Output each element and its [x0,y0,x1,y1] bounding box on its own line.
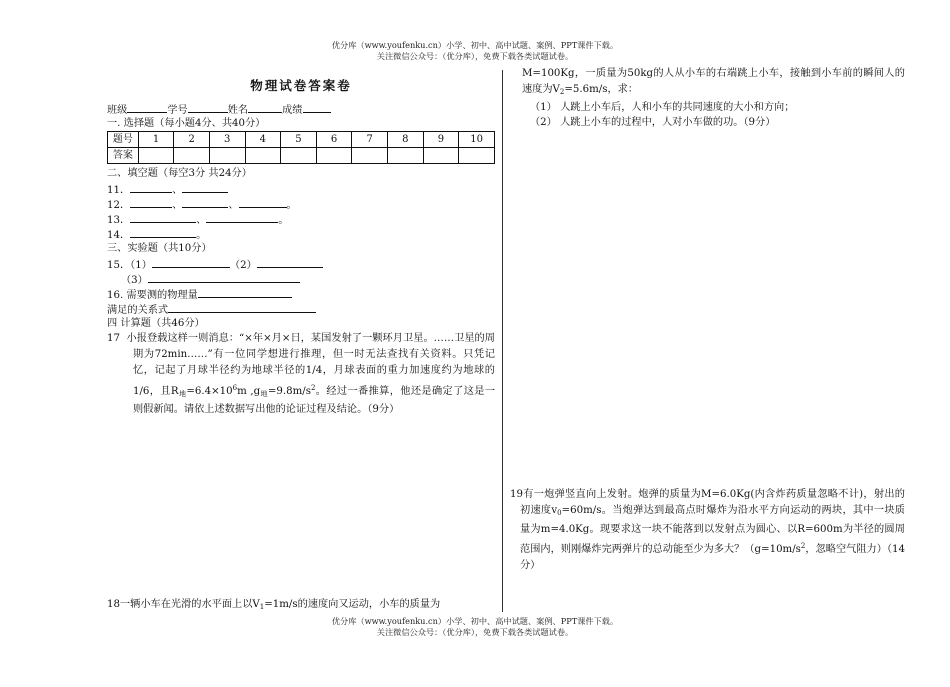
q11-blank-2[interactable] [182,181,228,193]
answer-cell-8[interactable] [387,148,423,164]
footer-line-1: 优分库（www.youfenku.cn）小学、初中、高中试题、案例、PPT课件下载。 [331,616,619,626]
q11-number: 11． [107,185,131,196]
q19-sup: 2 [800,541,806,550]
q15-blank-3[interactable] [148,271,300,283]
q19-text-c: ，忽略空气阻力）（14分） [520,543,905,572]
q19-paragraph [510,487,905,574]
q18-text-a: 18一辆小车在光滑的水平面上以V [107,599,260,610]
q13-blank-1[interactable] [130,211,196,223]
question-15-part-3 [107,271,495,286]
header-line-2: 关注微信公众号：（优分库），免费下载各类试题试卷。 [376,51,574,61]
q17-sup-1: 6 [232,383,238,392]
q17-sub-1: 地 [178,389,187,398]
answer-cell-1[interactable] [138,148,174,164]
score-blank[interactable] [303,101,331,113]
q13-end: 。 [278,215,289,226]
q12-end: 。 [286,200,297,211]
question-18-continued [510,66,905,100]
q16-blank-1[interactable] [198,286,292,298]
class-label: 班级 [107,105,128,116]
q18-item-2: （2） 人跳上小车的过程中，人对小车做的功。（9分） [530,117,776,128]
page-title: 物理试卷答案卷 [250,78,352,93]
column-divider [502,70,503,612]
header-line-1: 优分库（www.youfenku.cn）小学、初中、高中试题、案例、PPT课件下载。 [331,40,619,50]
q16-relation-label: 满足的关系式 [107,305,169,316]
q13-separator: 、 [196,215,207,226]
name-label: 姓名 [227,105,249,116]
answer-cell-3[interactable] [209,148,245,164]
question-number-label: 题号 [108,132,139,148]
answer-cell-2[interactable] [174,148,210,164]
q19-sub: 0 [557,509,562,518]
answer-table-answer-row [108,148,495,164]
q14-blank[interactable] [130,226,196,238]
question-18-start [107,597,502,615]
answer-cell-5[interactable] [281,148,317,164]
q16-label: 16. 需要测的物理量 [107,290,198,301]
q12-number: 12． [107,200,131,211]
section-4-heading: 四 计算题（共46分） [107,318,205,329]
student-id-label: 学号 [167,105,188,116]
page-footer [0,616,950,638]
question-14 [107,226,495,241]
question-16-relation [107,301,495,316]
q12-blank-2[interactable] [182,196,228,208]
q18-cont-sub: 2 [559,88,565,96]
q12-blank-1[interactable] [130,196,172,208]
q18-item-1: （1） 人跳上小车后，人和小车的共同速度的大小和方向； [530,102,795,113]
question-15 [107,256,495,271]
q12-blank-3[interactable] [239,196,287,208]
footer-line-2: 关注微信公众号：（优分库），免费下载各类试题试卷。 [376,627,574,637]
page-header [0,40,950,62]
answer-cell-7[interactable] [352,148,388,164]
answer-cell-6[interactable] [316,148,352,164]
score-label: 成绩 [282,105,303,116]
question-number-10: 10 [459,132,495,148]
section-2-heading: 二、填空题（每空3分 共24分） [107,168,252,179]
q17-text-e: 。经过一番推算，他还是确定了这是一则假新闻。请依上述数据写出他的论证过程及结论。（9分） [133,385,496,415]
question-number-2: 2 [174,132,210,148]
q17-text-c: m ,g [237,385,261,397]
q15-number: 15．（1） [107,260,152,271]
q13-number: 13． [107,215,131,226]
question-13 [107,211,495,226]
answer-cell-9[interactable] [423,148,459,164]
section-1-heading: 一. 选择题（每小题4分、共40分） [107,118,266,129]
q17-text-d: =9.8m/s [267,385,311,397]
section-3-heading: 三、实验题（共10分） [107,243,212,254]
answer-cell-10[interactable] [459,148,495,164]
q12-separator-2: 、 [228,200,239,211]
q19-text-a: 19有一炮弹竖直向上发射。炮弹的质量为M=6.0Kg(内含炸药质量忽略不计)，射出的初速度v [510,489,905,517]
student-info-row [107,101,495,116]
q15-part-3-label: （3） [121,275,148,286]
question-number-4: 4 [245,132,281,148]
question-number-5: 5 [281,132,317,148]
q17-text-b: =6.4×10 [186,385,233,397]
q12-separator-1: 、 [172,200,183,211]
question-12 [107,196,495,211]
q11-separator: 、 [172,185,183,196]
answer-label: 答案 [108,148,139,164]
q15-blank-2[interactable] [257,256,323,268]
question-number-6: 6 [316,132,352,148]
question-number-9: 9 [423,132,459,148]
left-column [107,74,495,418]
q15-part-2-label: （2） [229,260,257,271]
q17-sub-2: 地 [260,389,268,398]
q11-blank-1[interactable] [130,181,172,193]
name-blank[interactable] [248,101,282,113]
q16-blank-2[interactable] [168,301,316,313]
class-blank[interactable] [127,101,167,113]
q18-cont-text-a: M=100Kg，一质量为50kg的人从小车的右端跳上小车，接触到小车前的瞬间人的速度为V [522,68,905,95]
q19-text-b: =60m/s。当炮弹达到最高点时爆炸为沿水平方向运动的两块，其中一块质量为m=4.0Kg。现要求这一块不能落到以发射点为圆心、以R=600m为半径的圆周范围内，则刚爆炸完两弹片的总动能至少为多大？（g=10m/s [520,505,905,555]
question-16 [107,286,495,301]
answer-cell-4[interactable] [245,148,281,164]
question-17 [107,331,495,418]
question-number-7: 7 [352,132,388,148]
answer-table-number-row [108,132,495,148]
q18-cont-text-b: =5.6m/s，求： [564,84,639,95]
answer-table [107,131,495,164]
question-number-8: 8 [387,132,423,148]
question-19 [510,487,905,574]
q18-sub-1: 1 [259,603,265,611]
q13-blank-2[interactable] [206,211,278,223]
q17-text-a: 小报登载这样一则消息：“×年×月×日，某国发射了一颗环月卫星。……卫星的周期为72min……”有一位同学想进行推理，但一时无法查找有关资料。只凭记忆，记起了月球半径约为地球半径的1/4，月球表面的重力加速度约为地球的1/6，且R [126,333,495,397]
question-number-3: 3 [209,132,245,148]
student-id-blank[interactable] [188,101,228,113]
question-number-1: 1 [138,132,174,148]
q14-number: 14． [107,230,131,241]
q15-blank-1[interactable] [152,256,230,268]
q14-end: 。 [196,230,207,241]
q17-sup-2: 2 [310,383,316,392]
q18-text-b: =1m/s的速度向又运动，小车的质量为 [264,599,441,610]
right-column [510,66,905,130]
question-11 [107,181,495,196]
q17-number: 17 [107,333,120,344]
